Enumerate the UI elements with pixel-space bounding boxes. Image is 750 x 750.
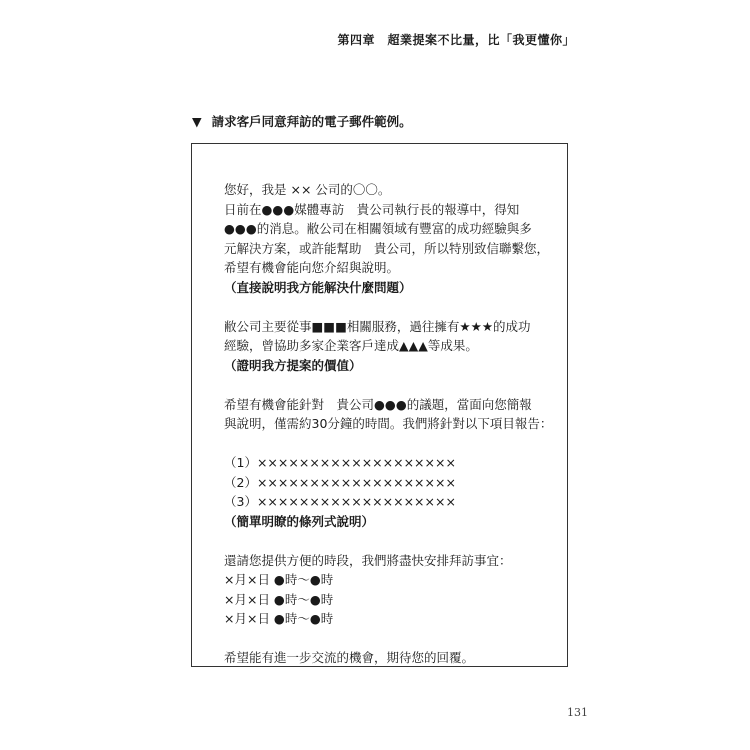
email-paragraph-line: 敝公司主要從事■■■相關服務，過往擁有★★★的成功 <box>224 318 531 334</box>
time-slot: ×月×日 ●時〜●時 <box>224 611 334 626</box>
paragraph-gap <box>224 375 554 395</box>
email-paragraph-line: 與說明，僅需約30分鐘的時間。我們將針對以下項目報告： <box>224 416 553 431</box>
paragraph-gap <box>224 629 554 649</box>
time-slot: ×月×日 ●時〜●時 <box>224 591 334 607</box>
paragraph-gap <box>224 297 554 317</box>
paragraph-gap <box>224 531 554 551</box>
paragraph-gap <box>224 434 554 454</box>
annotation-note: （直接說明我方能解決什麼問題） <box>224 279 412 295</box>
email-paragraph-line: 日前在●●●媒體專訪 貴公司執行長的報導中，得知 <box>224 201 520 217</box>
annotation-note: （證明我方提案的價值） <box>224 357 362 373</box>
email-body <box>224 180 554 668</box>
email-paragraph-line: ●●●的消息。敝公司在相關領域有豐富的成功經驗與多 <box>224 221 532 236</box>
email-closing: 希望能有進一步交流的機會，期待您的回覆。 <box>224 650 475 665</box>
section-heading <box>192 112 412 130</box>
triangle-marker-icon: ▼ <box>192 114 202 129</box>
email-paragraph-line: 元解決方案，或許能幫助 貴公司，所以特別致信聯繫您， <box>224 240 550 256</box>
email-paragraph-line: 還請您提供方便的時段，我們將盡快安排拜訪事宜： <box>224 552 512 568</box>
page-number: 131 <box>567 706 588 719</box>
section-title: 請求客戶同意拜訪的電子郵件範例。 <box>211 114 412 129</box>
list-item: （2）××××××××××××××××××× <box>224 474 456 490</box>
list-item: （3）××××××××××××××××××× <box>224 494 456 509</box>
running-header: 第四章 超業提案不比量，比「我更懂你」 <box>337 33 575 47</box>
time-slot: ×月×日 ●時〜●時 <box>224 572 334 587</box>
email-greeting: 您好，我是 ×× 公司的〇〇。 <box>224 182 391 197</box>
list-item: （1）××××××××××××××××××× <box>224 455 456 470</box>
email-paragraph-line: 希望有機會能針對 貴公司●●●的議題，當面向您簡報 <box>224 396 532 412</box>
email-paragraph-line: 希望有機會能向您介紹與說明。 <box>224 260 400 275</box>
email-example-box <box>191 143 568 667</box>
annotation-note: （簡單明瞭的條列式說明） <box>224 513 375 529</box>
email-paragraph-line: 經驗，曾協助多家企業客戶達成▲▲▲等成果。 <box>224 338 478 353</box>
